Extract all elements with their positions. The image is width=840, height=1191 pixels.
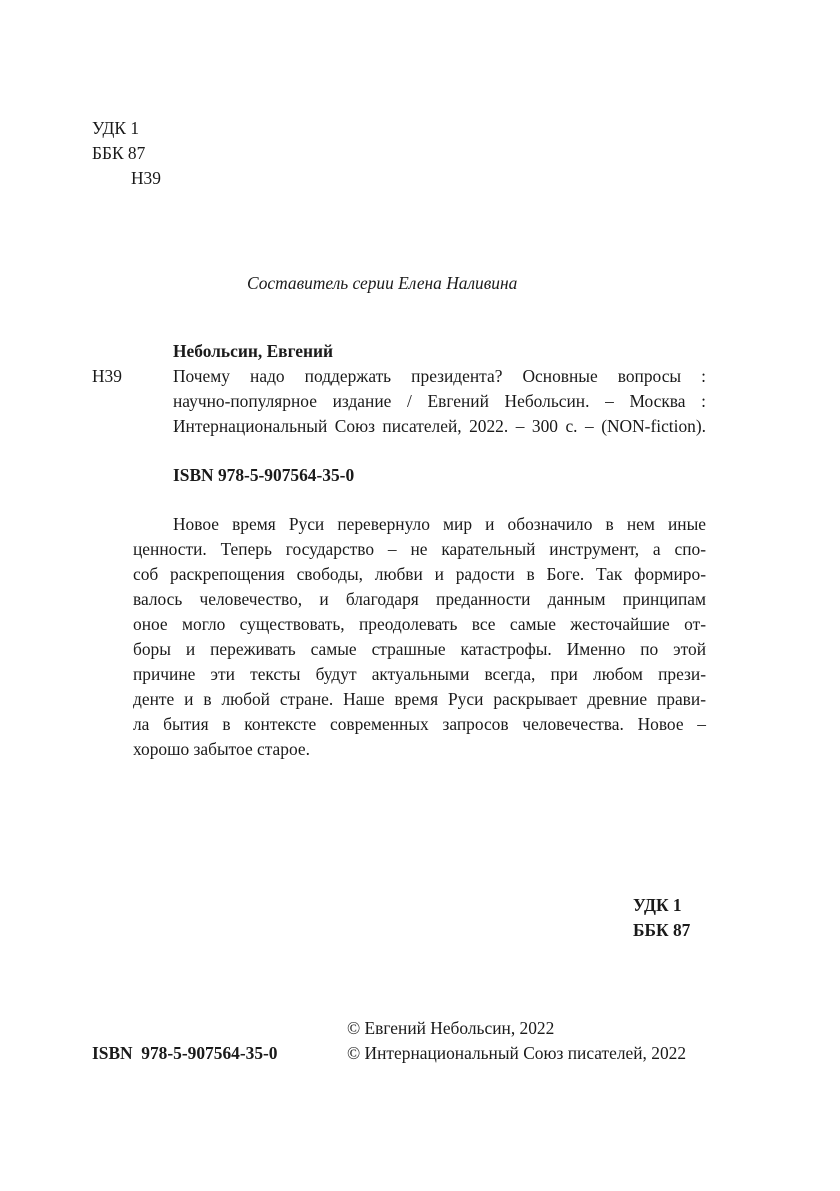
- udk-code: УДК 1: [92, 118, 140, 138]
- abstract-line: хорошо забытое старое.: [133, 739, 310, 759]
- biblio-line: Интернациональный Союз писателей, 2022. – 300 с. – (NON-fiction).: [173, 416, 706, 436]
- abstract-line: валось человечество, и благодаря преданности данным принципам: [133, 589, 706, 609]
- author-mark-left: Н39: [92, 366, 122, 386]
- abstract-line: ценности. Теперь государство – не карательный инструмент, а спо-: [133, 539, 706, 559]
- abstract-line: денте и в любой стране. Наше время Руси раскрывает древние прави-: [133, 689, 706, 709]
- isbn-number: ISBN 978-5-907564-35-0: [173, 465, 355, 485]
- author-heading: Небольсин, Евгений: [173, 341, 334, 361]
- bbk-code-right: ББК 87: [633, 920, 691, 940]
- isbn-number-bottom: ISBN 978-5-907564-35-0: [92, 1043, 278, 1063]
- abstract-line: боры и переживать самые страшные катастрофы. Именно по этой: [133, 639, 706, 659]
- biblio-line: Почему надо поддержать президента? Основные вопросы :: [173, 366, 706, 386]
- abstract-line: соб раскрепощения свободы, любви и радости в Боге. Так формиро-: [133, 564, 706, 584]
- bbk-code: ББК 87: [92, 143, 146, 163]
- copyright-publisher: © Интернациональный Союз писателей, 2022: [347, 1043, 687, 1063]
- abstract-line: Новое время Руси перевернуло мир и обозначило в нем иные: [173, 514, 706, 534]
- biblio-line: научно-популярное издание / Евгений Небольсин. – Москва :: [173, 391, 706, 411]
- copyright-author: © Евгений Небольсин, 2022: [347, 1018, 555, 1038]
- abstract-line: причине эти тексты будут актуальными всегда, при любом прези-: [133, 664, 706, 684]
- abstract-line: оное могло существовать, преодолевать все самые жесточайшие от-: [133, 614, 706, 634]
- author-mark: Н39: [131, 168, 161, 188]
- abstract-line: ла бытия в контексте современных запросов человечества. Новое –: [133, 714, 706, 734]
- series-compiler: Составитель серии Елена Наливина: [247, 273, 518, 293]
- udk-code-right: УДК 1: [633, 895, 682, 915]
